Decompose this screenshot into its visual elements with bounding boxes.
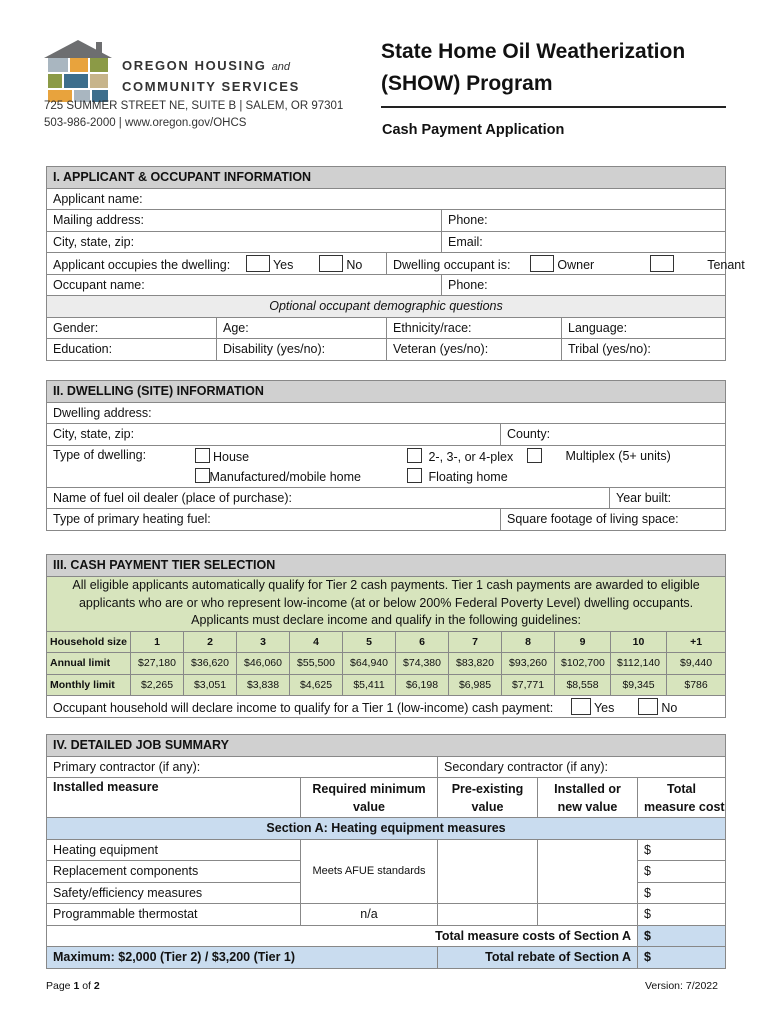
ethnicity-field[interactable]: Ethnicity/race: [387,317,562,339]
floating-checkbox[interactable] [407,468,422,483]
age-field[interactable]: Age: [217,317,387,339]
cost-input[interactable]: $ [638,882,726,904]
annual-cell: $46,060 [237,653,290,675]
tenant-label: Tenant [707,257,745,272]
monthly-cell: $4,625 [290,674,343,696]
annual-cell: $112,140 [611,653,667,675]
annual-cell: $93,260 [502,653,555,675]
annual-limit-row [47,653,726,675]
org-name: OREGON HOUSING and COMMUNITY SERVICES [122,58,300,94]
occupant-is-row [387,253,745,275]
house-option [187,445,401,466]
language-field[interactable]: Language: [562,317,726,339]
declare-no-checkbox[interactable] [638,698,658,715]
org-address [44,98,343,132]
annual-limit-label: Annual limit [47,653,131,675]
annual-cell: $102,700 [555,653,611,675]
maximum-label: Maximum: $2,000 (Tier 2) / $3,200 (Tier 1) [47,947,438,969]
col-pre-existing: Pre-existing value [438,778,538,818]
annual-cell: $64,940 [343,653,396,675]
afue-requirement: Meets AFUE standards [301,839,438,904]
county-field[interactable]: County: [501,424,726,446]
size-cell: 1 [131,631,184,653]
email-field[interactable]: Email: [442,231,726,253]
dwelling-city-field[interactable]: City, state, zip: [47,424,501,446]
size-cell: 5 [343,631,396,653]
monthly-cell: $6,198 [396,674,449,696]
dwelling-section [46,380,726,531]
square-footage-field[interactable]: Square footage of living space: [501,509,726,531]
monthly-cell: $3,051 [184,674,237,696]
annual-cell: $36,620 [184,653,237,675]
thermostat-requirement: n/a [301,904,438,926]
col-installed-measure: Installed measure [47,778,301,818]
monthly-cell: $6,985 [449,674,502,696]
monthly-limit-label: Monthly limit [47,674,131,696]
heating-fuel-field[interactable]: Type of primary heating fuel: [47,509,501,531]
monthly-cell: $8,558 [555,674,611,696]
manufactured-checkbox[interactable] [195,468,210,483]
form-subtitle: Cash Payment Application [382,122,565,138]
monthly-cell: $3,838 [237,674,290,696]
declare-income-row [47,696,726,718]
cost-input[interactable]: $ [638,839,726,861]
total-rebate-label: Total rebate of Section A [438,947,638,969]
installed-input[interactable] [538,839,638,904]
manufactured-option [187,466,401,487]
floating-option [401,466,610,487]
multiplex-label: Multiplex (5+ units) [565,448,671,463]
occupies-label: Applicant occupies the dwelling: [53,257,231,272]
declare-yes-label: Yes [593,700,615,715]
floating-label: Floating home [428,470,508,485]
section-heading: II. DWELLING (SITE) INFORMATION [47,381,726,403]
education-field[interactable]: Education: [47,339,217,361]
title-divider [381,106,726,108]
tier-note: All eligible applicants automatically qualify for Tier 2 cash payments. Tier 1 cash payments are awarded to eligible applicants who are or who represent low-income (at or below 200% Federal Poverty Level) dwelling occupants. Applicants must declare income and qualify in the following guidelines: [47,576,726,631]
declare-yes-checkbox[interactable] [571,698,591,715]
house-label: House [212,449,250,464]
size-cell: 10 [611,631,667,653]
size-cell: +1 [667,631,726,653]
measure-thermostat: Programmable thermostat [47,904,301,926]
size-cell: 3 [237,631,290,653]
occupies-no-checkbox[interactable] [319,255,343,272]
optional-demographics-heading: Optional occupant demographic questions [47,296,726,318]
occupant-phone-field[interactable]: Phone: [442,274,726,296]
empty-cell [610,466,726,487]
disability-field[interactable]: Disability (yes/no): [217,339,387,361]
page-number: Page 1 of 2 [46,980,100,992]
tier-section [46,554,726,718]
fuel-dealer-field[interactable]: Name of fuel oil dealer (place of purchase): [47,487,610,509]
tenant-checkbox[interactable] [650,255,674,272]
measure-replacement-components: Replacement components [47,861,301,883]
annual-cell: $83,820 [449,653,502,675]
total-costs-label: Total measure costs of Section A [47,925,638,947]
occupies-dwelling-row [47,253,387,275]
size-cell: 2 [184,631,237,653]
col-required-minimum: Required minimum value [301,778,438,818]
size-cell: 4 [290,631,343,653]
plex-checkbox[interactable] [407,448,422,463]
multiplex-checkbox[interactable] [527,448,542,463]
gender-field[interactable]: Gender: [47,317,217,339]
applicant-name-field[interactable]: Applicant name: [47,188,726,210]
plex-label: 2-, 3-, or 4-plex [428,449,514,464]
owner-checkbox[interactable] [530,255,554,272]
occupant-name-field[interactable]: Occupant name: [47,274,442,296]
contact-line: 503-986-2000 | www.oregon.gov/OHCS [44,117,247,129]
annual-cell: $27,180 [131,653,184,675]
veteran-field[interactable]: Veteran (yes/no): [387,339,562,361]
monthly-cell: $7,771 [502,674,555,696]
size-cell: 8 [502,631,555,653]
job-summary-section [46,734,726,969]
section-heading: III. CASH PAYMENT TIER SELECTION [47,555,726,577]
dwelling-address-field[interactable]: Dwelling address: [47,402,726,424]
manufactured-label: Manufactured/mobile home [209,470,361,485]
primary-contractor-field[interactable]: Primary contractor (if any): [47,756,438,778]
phone-field[interactable]: Phone: [442,210,726,232]
col-installed-new: Installed or new value [538,778,638,818]
declare-no-label: No [661,700,678,715]
size-cell: 7 [449,631,502,653]
no-label: No [346,257,363,272]
form-title: State Home Oil Weatherization (SHOW) Program [381,40,686,95]
size-cell: 6 [396,631,449,653]
measure-safety-efficiency: Safety/efficiency measures [47,882,301,904]
size-cell: 9 [555,631,611,653]
mailing-address-field[interactable]: Mailing address: [47,210,442,232]
col-total-cost: Total measure cost [638,778,726,818]
pre-existing-input[interactable] [438,839,538,904]
cost-input[interactable]: $ [638,904,726,926]
version-label: Version: 7/2022 [645,980,718,992]
measure-heating-equipment: Heating equipment [47,839,301,861]
monthly-cell: $786 [667,674,726,696]
section-heading: I. APPLICANT & OCCUPANT INFORMATION [47,167,726,189]
occupies-yes-checkbox[interactable] [246,255,270,272]
annual-cell: $74,380 [396,653,449,675]
monthly-cell: $2,265 [131,674,184,696]
household-size-label: Household size [47,631,131,653]
cost-input[interactable]: $ [638,861,726,883]
yes-label: Yes [272,257,294,272]
monthly-limit-row [47,674,726,696]
applicant-section [46,166,745,361]
total-costs-input[interactable]: $ [638,925,726,947]
address-line: 725 SUMMER STREET NE, SUITE B | SALEM, OR 97301 [44,100,344,112]
owner-label: Owner [557,257,595,272]
annual-cell: $9,440 [667,653,726,675]
multiplex-option [565,445,726,466]
house-checkbox[interactable] [195,448,210,463]
section-a-heading: Section A: Heating equipment measures [47,818,726,840]
occupant-is-label: Dwelling occupant is: [393,257,511,272]
thermostat-installed[interactable] [538,904,638,926]
thermostat-pre-existing[interactable] [438,904,538,926]
annual-cell: $55,500 [290,653,343,675]
tribal-field[interactable]: Tribal (yes/no): [562,339,726,361]
dwelling-type-label: Type of dwelling: [47,445,187,487]
declare-income-label: Occupant household will declare income to qualify for a Tier 1 (low-income) cash payment: [53,700,554,715]
city-state-zip-field[interactable]: City, state, zip: [47,231,442,253]
monthly-cell: $9,345 [611,674,667,696]
year-built-field[interactable]: Year built: [610,487,726,509]
monthly-cell: $5,411 [343,674,396,696]
total-rebate-input[interactable]: $ [638,947,726,969]
secondary-contractor-field[interactable]: Secondary contractor (if any): [438,756,726,778]
household-size-row [47,631,726,653]
section-heading: IV. DETAILED JOB SUMMARY [47,735,726,757]
